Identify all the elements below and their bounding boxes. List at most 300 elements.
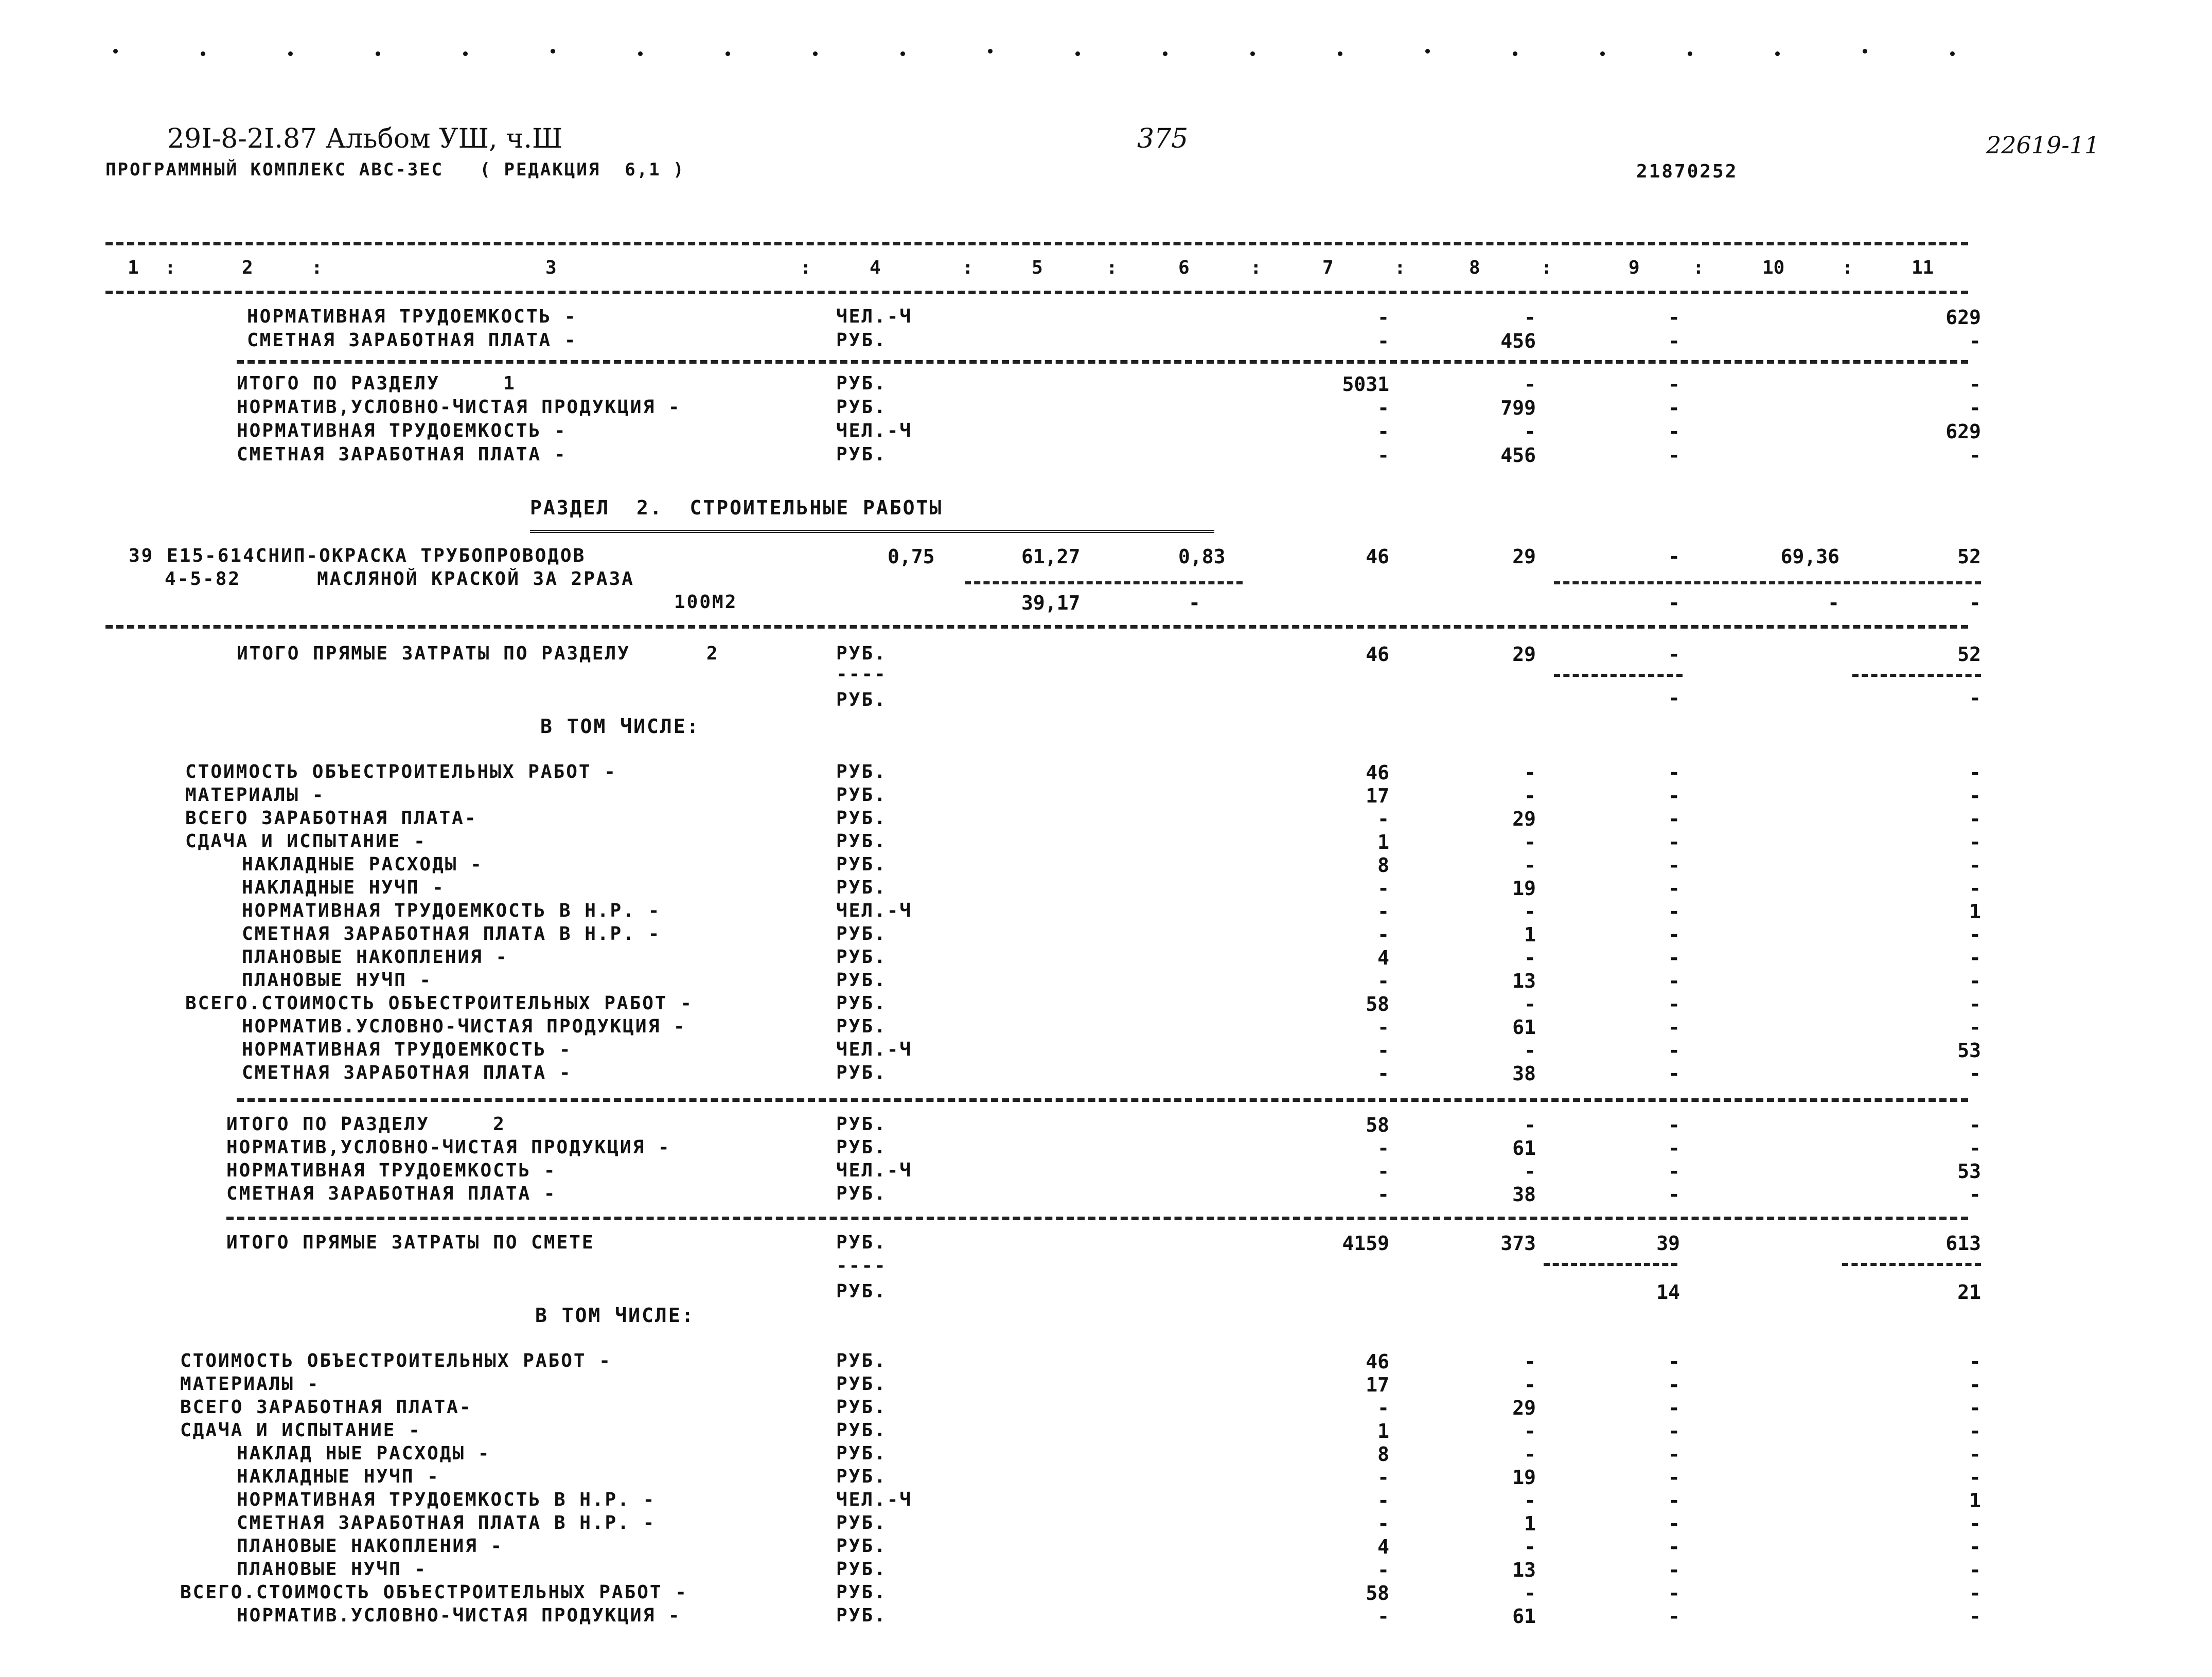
column-separator: : [1693,257,1704,278]
value-col-8: 456 [1500,330,1536,352]
value-col-11: 52 [1957,643,1981,666]
value-col-11: - [1969,1062,1981,1085]
row-label: НОРМАТИВНАЯ ТРУДОЕМКОСТЬ В Н.Р. - [237,1489,656,1510]
value-col-7: - [1377,877,1389,900]
value-col-7: 4159 [1342,1232,1389,1255]
document-title: 29I-8-2I.87 Альбом УШ, ч.Ш [167,123,563,154]
column-separator: : [165,257,176,278]
value-col-9: - [1668,1016,1680,1039]
value-col-11: - [1969,1420,1981,1442]
binder-dot [1163,51,1167,56]
item-col-4: 0,75 [888,545,935,568]
direct-cost-label: ИТОГО ПРЯМЫЕ ЗАТРАТЫ ПО РАЗДЕЛУ 2 [237,643,719,664]
item-unit: 100М2 [674,592,738,613]
row-unit: РУБ. [836,1062,887,1083]
value-col-9: - [1668,854,1680,877]
value-col-11: - [1969,1137,1981,1159]
value-col-9: - [1668,1183,1680,1206]
row-label: ВСЕГО ЗАРАБОТНАЯ ПЛАТА- [185,808,477,829]
section-underline [530,530,1214,533]
binder-dot [113,49,118,53]
row-label: СМЕТНАЯ ЗАРАБОТНАЯ ПЛАТА - [237,444,567,465]
item-line-1: 39 Е15-614СНИП-ОКРАСКА ТРУБОПРОВОДОВ [129,545,586,566]
value-col-8: - [1524,306,1536,329]
value-col-11: - [1969,1466,1981,1489]
estimate-direct-label: ИТОГО ПРЯМЫЕ ЗАТРАТЫ ПО СМЕТЕ [226,1232,595,1253]
value-col-11b: 21 [1957,1281,1981,1304]
row-label: ПЛАНОВЫЕ НУЧП - [242,970,433,991]
unit-dash: ---- [836,664,887,685]
value-col-9: - [1668,1466,1680,1489]
item-col-6b: - [1189,592,1200,614]
value-col-9b: - [1668,687,1680,709]
value-col-8: - [1524,784,1536,807]
value-col-9: - [1668,831,1680,853]
row-label: СМЕТНАЯ ЗАРАБОТНАЯ ПЛАТА В Н.Р. - [242,923,661,944]
value-col-8: 29 [1512,808,1536,830]
value-col-7: 4 [1377,947,1389,969]
row-label: НАКЛАД НЫЕ РАСХОДЫ - [237,1443,491,1464]
row-unit: РУБ. [836,1137,887,1158]
value-col-7: - [1377,1466,1389,1489]
item-col-11: 52 [1957,545,1981,568]
value-col-7: 8 [1377,1443,1389,1466]
value-col-11: - [1969,330,1981,352]
row-unit: РУБ. [836,1559,887,1580]
row-label: СДАЧА И ИСПЫТАНИЕ - [185,831,427,852]
value-col-8: - [1524,1420,1536,1442]
value-col-7: - [1377,1183,1389,1206]
column-header-5: 5 [1032,257,1043,278]
value-col-11: - [1969,1016,1981,1039]
value-col-11: - [1969,761,1981,784]
value-col-8: - [1524,831,1536,853]
item-col-7: 46 [1366,545,1389,568]
value-col-7: - [1377,970,1389,992]
value-col-8: - [1524,854,1536,877]
row-unit: ЧЕЛ.-Ч [836,1039,913,1060]
binder-dot [988,49,993,53]
binder-dot [1688,51,1692,56]
value-col-8: 1 [1524,923,1536,946]
binder-dot [1075,51,1080,56]
binder-dot [1863,49,1867,53]
value-col-9: - [1668,1536,1680,1558]
value-col-9: - [1668,1582,1680,1604]
value-col-11: - [1969,1183,1981,1206]
row-unit: РУБ. [836,1582,887,1603]
row-label: ПЛАНОВЫЕ НАКОПЛЕНИЯ - [242,947,509,968]
binder-dot [551,49,555,53]
binder-dot [288,51,293,56]
value-col-9: - [1668,947,1680,969]
column-header-6: 6 [1178,257,1190,278]
value-col-9: - [1668,1160,1680,1183]
column-header-10: 10 [1762,257,1785,278]
row-unit: РУБ. [836,1183,887,1204]
value-col-9: - [1668,643,1680,666]
value-col-8: - [1524,761,1536,784]
binder-dot [900,51,905,56]
in-that-number-heading: В ТОМ ЧИСЛЕ: [540,715,700,738]
value-col-8: 373 [1500,1232,1536,1255]
value-col-7: - [1377,1137,1389,1159]
value-col-8: 456 [1500,444,1536,467]
row-unit: РУБ. [836,444,887,465]
value-col-7: - [1377,1512,1389,1535]
binder-dot [725,51,730,56]
row-label: СДАЧА И ИСПЫТАНИЕ - [180,1420,421,1441]
value-col-8: 1 [1524,1512,1536,1535]
column-separator: : [311,257,323,278]
row-label: НОРМАТИВНАЯ ТРУДОЕМКОСТЬ - [242,1039,572,1060]
value-col-11: - [1969,1373,1981,1396]
value-col-11: - [1969,1114,1981,1136]
row-unit: РУБ. [836,373,887,394]
item-col-8: 29 [1512,545,1536,568]
value-col-11b: - [1969,687,1981,709]
row-unit: РУБ. [836,831,887,852]
row-label: НОРМАТИВ,УСЛОВНО-ЧИСТАЯ ПРОДУКЦИЯ - [237,397,681,418]
document-code: 21870252 [1636,161,1738,182]
row-unit: РУБ. [836,854,887,875]
value-col-9: - [1668,993,1680,1015]
value-col-11: 53 [1957,1160,1981,1183]
item-col-11b: - [1969,592,1981,614]
value-col-7: 46 [1366,1350,1389,1373]
rule [237,360,1968,364]
binder-dot [1513,51,1517,56]
row-unit: РУБ. [836,1443,887,1464]
column-separator: : [1394,257,1406,278]
value-col-7: 58 [1366,993,1389,1015]
value-col-7: 8 [1377,854,1389,877]
value-col-8: 61 [1512,1016,1536,1039]
row-label: НАКЛАДНЫЕ НУЧП - [237,1466,440,1487]
value-col-9: - [1668,444,1680,467]
value-col-11: - [1969,854,1981,877]
row-label: НОРМАТИВНАЯ ТРУДОЕМКОСТЬ В Н.Р. - [242,900,661,921]
value-col-9: - [1668,877,1680,900]
value-col-8: - [1524,900,1536,923]
value-col-8: 13 [1512,970,1536,992]
binder-dot [1425,49,1430,53]
handwritten-reference: 22619-11 [1986,131,2100,159]
table-top-rule [105,242,1968,245]
value-col-8: 13 [1512,1559,1536,1581]
row-unit: РУБ. [836,689,887,710]
value-col-7: - [1377,1605,1389,1628]
row-label: СМЕТНАЯ ЗАРАБОТНАЯ ПЛАТА - [247,330,577,351]
value-col-11: - [1969,970,1981,992]
row-unit: РУБ. [836,1232,887,1253]
value-col-7: - [1377,420,1389,443]
binder-dot [463,51,468,56]
row-label: НОРМАТИВНАЯ ТРУДОЕМКОСТЬ - [237,420,567,441]
row-label: ВСЕГО ЗАРАБОТНАЯ ПЛАТА- [180,1397,472,1418]
row-unit: РУБ. [836,397,887,418]
row-unit: РУБ. [836,1016,887,1037]
row-unit: РУБ. [836,784,887,806]
value-col-9: - [1668,1605,1680,1628]
row-unit: РУБ. [836,1512,887,1533]
value-col-7: - [1377,397,1389,419]
value-col-9: - [1668,1420,1680,1442]
rule [1842,1263,1981,1266]
row-label: СМЕТНАЯ ЗАРАБОТНАЯ ПЛАТА - [242,1062,572,1083]
row-label: СМЕТНАЯ ЗАРАБОТНАЯ ПЛАТА - [226,1183,557,1204]
column-separator: : [1106,257,1118,278]
rule [965,581,1243,584]
column-separator: : [1541,257,1552,278]
value-col-7: - [1377,1160,1389,1183]
row-unit: ЧЕЛ.-Ч [836,900,913,921]
value-col-11: 629 [1945,306,1981,329]
value-col-8: - [1524,947,1536,969]
item-line-2: 4-5-82 МАСЛЯНОЙ КРАСКОЙ ЗА 2РАЗА [165,568,634,590]
row-label: СТОИМОСТЬ ОБЪЕСТРОИТЕЛЬНЫХ РАБОТ - [180,1350,612,1371]
value-col-7: - [1377,1039,1389,1062]
value-col-9: - [1668,420,1680,443]
row-unit: РУБ. [836,970,887,991]
unit-dash: ---- [836,1255,887,1276]
item-col-5: 61,27 [1021,545,1081,568]
item-col-5b: 39,17 [1021,592,1081,614]
value-col-8: 61 [1512,1605,1536,1628]
value-col-8: - [1524,993,1536,1015]
value-col-7: - [1377,1559,1389,1581]
value-col-11: - [1969,1559,1981,1581]
value-col-8: - [1524,1489,1536,1512]
column-header-rule [105,291,1968,294]
row-label: НОРМАТИВ.УСЛОВНО-ЧИСТАЯ ПРОДУКЦИЯ - [242,1016,686,1037]
value-col-7: 46 [1366,761,1389,784]
row-unit: РУБ. [836,947,887,968]
column-header-8: 8 [1469,257,1480,278]
value-col-7: - [1377,1016,1389,1039]
column-header-2: 2 [242,257,253,278]
row-unit: РУБ. [836,1466,887,1487]
row-unit: РУБ. [836,761,887,782]
value-col-9: - [1668,970,1680,992]
value-col-8: - [1524,1536,1536,1558]
column-header-11: 11 [1912,257,1934,278]
value-col-9b: 14 [1656,1281,1680,1304]
row-unit: РУБ. [836,1605,887,1626]
value-col-8: 19 [1512,877,1536,900]
value-col-7: - [1377,306,1389,329]
item-col-9b: - [1668,592,1680,614]
row-unit: РУБ. [836,643,887,664]
binder-dot [638,51,643,56]
binder-dot [201,51,205,56]
row-label: НОРМАТИВНАЯ ТРУДОЕМКОСТЬ - [247,306,577,327]
value-col-8: - [1524,1160,1536,1183]
value-col-7: 17 [1366,784,1389,807]
value-col-9: - [1668,1039,1680,1062]
value-col-9: - [1668,1350,1680,1373]
value-col-7: - [1377,1489,1389,1512]
row-unit: РУБ. [836,877,887,898]
value-col-7: - [1377,444,1389,467]
rule [1544,1263,1677,1266]
row-label: ПЛАНОВЫЕ НАКОПЛЕНИЯ - [237,1536,504,1557]
value-col-9: - [1668,1512,1680,1535]
row-label: ВСЕГО.СТОИМОСТЬ ОБЪЕСТРОИТЕЛЬНЫХ РАБОТ - [180,1582,688,1603]
column-separator: : [1842,257,1853,278]
value-col-9: 39 [1656,1232,1680,1255]
value-col-8: 61 [1512,1137,1536,1159]
row-label: МАТЕРИАЛЫ - [180,1373,320,1395]
value-col-9: - [1668,373,1680,396]
rule [237,1098,1968,1102]
value-col-11: - [1969,1536,1981,1558]
value-col-7: - [1377,900,1389,923]
row-unit: РУБ. [836,993,887,1014]
column-separator: : [1250,257,1262,278]
value-col-9: - [1668,808,1680,830]
value-col-11: - [1969,373,1981,396]
binder-dot [1250,51,1255,56]
row-unit: ЧЕЛ.-Ч [836,1160,913,1181]
value-col-9: - [1668,306,1680,329]
value-col-8: - [1524,1373,1536,1396]
value-col-11: - [1969,947,1981,969]
value-col-9: - [1668,923,1680,946]
value-col-11: 613 [1945,1232,1981,1255]
value-col-11: - [1969,808,1981,830]
row-unit: РУБ. [836,1281,887,1302]
value-col-9: - [1668,397,1680,419]
value-col-11: - [1969,444,1981,467]
value-col-9: - [1668,1137,1680,1159]
value-col-9: - [1668,784,1680,807]
rule [105,625,1968,629]
value-col-8: - [1524,1582,1536,1604]
value-col-7: 58 [1366,1582,1389,1604]
value-col-7: - [1377,923,1389,946]
row-unit: РУБ. [836,808,887,829]
value-col-8: - [1524,1114,1536,1136]
value-col-11: - [1969,1582,1981,1604]
item-col-6: 0,83 [1178,545,1226,568]
value-col-8: - [1524,1039,1536,1062]
row-label: ИТОГО ПО РАЗДЕЛУ 2 [226,1114,506,1135]
value-col-7: - [1377,808,1389,830]
binder-dot [1775,51,1780,56]
value-col-7: - [1377,1397,1389,1419]
row-label: ВСЕГО.СТОИМОСТЬ ОБЪЕСТРОИТЕЛЬНЫХ РАБОТ - [185,993,693,1014]
value-col-9: - [1668,761,1680,784]
row-unit: ЧЕЛ.-Ч [836,1489,913,1510]
row-label: НОРМАТИВНАЯ ТРУДОЕМКОСТЬ - [226,1160,557,1181]
value-col-8: - [1524,1350,1536,1373]
value-col-7: 1 [1377,831,1389,853]
binder-dot [1600,51,1605,56]
row-label: НОРМАТИВ.УСЛОВНО-ЧИСТАЯ ПРОДУКЦИЯ - [237,1605,681,1626]
rule [226,1217,1968,1220]
column-header-4: 4 [870,257,881,278]
row-unit: ЧЕЛ.-Ч [836,420,913,441]
value-col-11: - [1969,397,1981,419]
value-col-9: - [1668,1489,1680,1512]
row-unit: РУБ. [836,1114,887,1135]
value-col-9: - [1668,1397,1680,1419]
value-col-8: 19 [1512,1466,1536,1489]
rule [1852,674,1981,677]
row-unit: РУБ. [836,1420,887,1441]
section-title: РАЗДЕЛ 2. СТРОИТЕЛЬНЫЕ РАБОТЫ [530,496,943,519]
binder-dot [1950,51,1955,56]
value-col-8: 799 [1500,397,1536,419]
row-unit: РУБ. [836,1536,887,1557]
item-col-9: - [1668,545,1680,568]
value-col-11: 629 [1945,420,1981,443]
value-col-7: 5031 [1342,373,1389,396]
value-col-11: 53 [1957,1039,1981,1062]
row-label: НОРМАТИВ,УСЛОВНО-ЧИСТАЯ ПРОДУКЦИЯ - [226,1137,671,1158]
row-unit: РУБ. [836,1373,887,1395]
value-col-11: - [1969,1443,1981,1466]
value-col-7: - [1377,330,1389,352]
in-that-number-heading: В ТОМ ЧИСЛЕ: [535,1304,695,1327]
row-label: СТОИМОСТЬ ОБЪЕСТРОИТЕЛЬНЫХ РАБОТ - [185,761,617,782]
row-label: ИТОГО ПО РАЗДЕЛУ 1 [237,373,516,394]
binder-dot [1338,51,1342,56]
value-col-11: 1 [1969,900,1981,923]
value-col-11: - [1969,877,1981,900]
value-col-11: - [1969,1397,1981,1419]
value-col-11: - [1969,784,1981,807]
row-unit: РУБ. [836,330,887,351]
value-col-7: 46 [1366,643,1389,666]
value-col-8: 38 [1512,1183,1536,1206]
value-col-9: - [1668,1062,1680,1085]
value-col-11: 1 [1969,1489,1981,1512]
value-col-7: - [1377,1062,1389,1085]
row-unit: РУБ. [836,923,887,944]
value-col-11: - [1969,923,1981,946]
column-separator: : [800,257,811,278]
row-unit: ЧЕЛ.-Ч [836,306,913,327]
item-col-10: 69,36 [1780,545,1839,568]
row-label: НАКЛАДНЫЕ РАСХОДЫ - [242,854,483,875]
program-subtitle: ПРОГРАММНЫЙ КОМПЛЕКС АВС-3ЕС ( РЕДАКЦИЯ 6,1 ) [105,159,685,180]
binder-dot [376,51,380,56]
value-col-11: - [1969,1605,1981,1628]
value-col-7: 1 [1377,1420,1389,1442]
value-col-8: - [1524,1443,1536,1466]
value-col-8: 29 [1512,1397,1536,1419]
column-separator: : [962,257,974,278]
item-col-10b: - [1828,592,1839,614]
row-label: СМЕТНАЯ ЗАРАБОТНАЯ ПЛАТА В Н.Р. - [237,1512,656,1533]
value-col-7: 4 [1377,1536,1389,1558]
value-col-9: - [1668,1559,1680,1581]
value-col-8: - [1524,373,1536,396]
rule [1554,674,1683,677]
binder-dot [813,51,818,56]
value-col-7: 58 [1366,1114,1389,1136]
row-unit: РУБ. [836,1350,887,1371]
value-col-11: - [1969,1512,1981,1535]
value-col-9: - [1668,1114,1680,1136]
value-col-9: - [1668,330,1680,352]
value-col-11: - [1969,1350,1981,1373]
value-col-8: - [1524,420,1536,443]
row-label: МАТЕРИАЛЫ - [185,784,325,806]
value-col-8: 38 [1512,1062,1536,1085]
